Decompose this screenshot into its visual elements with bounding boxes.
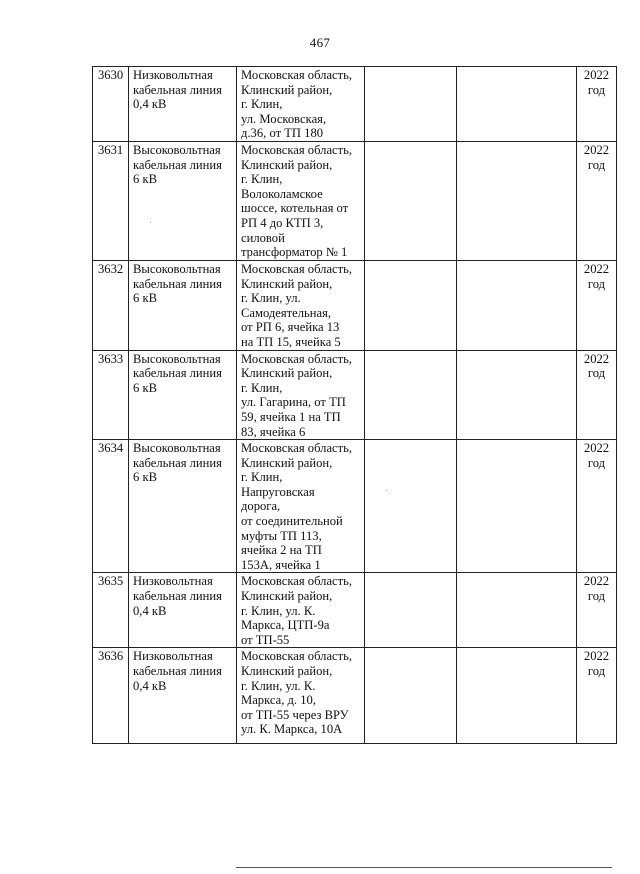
cell-empty [457,260,577,350]
cell-empty [365,440,457,573]
table-row [93,141,617,260]
cell-empty [457,67,577,142]
cell-number: 3631 [93,141,129,260]
cell-year: 2022 год [577,260,617,350]
scan-artifact-dot [150,222,151,223]
scan-artifact-dot [386,490,387,491]
cell-name: Высоковольтная кабельная линия 6 кВ [129,260,237,350]
cell-empty [365,648,457,744]
scan-artifact-line [236,867,612,868]
cell-address: Московская область, Клинский район, г. Клин, ул. К. Маркса, д. 10, от ТП-55 через ВРУ ул. К. Маркса, 10А [237,648,365,744]
cell-empty [365,141,457,260]
cell-empty [457,141,577,260]
cell-number: 3636 [93,648,129,744]
cell-name: Высоковольтная кабельная линия 6 кВ [129,440,237,573]
cell-year: 2022 год [577,67,617,142]
cell-address: Московская область, Клинский район, г. Клин, ул. Самодеятельная, от РП 6, ячейка 13 на ТП 15, ячейка 5 [237,260,365,350]
cell-number: 3632 [93,260,129,350]
cell-name: Низковольтная кабельная линия 0,4 кВ [129,573,237,648]
cell-name: Низковольтная кабельная линия 0,4 кВ [129,648,237,744]
cell-year: 2022 год [577,648,617,744]
registry-table-body [93,67,617,744]
cell-address: Московская область, Клинский район, г. Клин, Напруговская дорога, от соединительной муфты ТП 113, ячейка 2 на ТП 153А, ячейка 1 [237,440,365,573]
table-row [93,648,617,744]
cell-empty [457,440,577,573]
cell-empty [365,260,457,350]
cell-name: Высоковольтная кабельная линия 6 кВ [129,141,237,260]
cell-address: Московская область, Клинский район, г. Клин, ул. Московская, д.36, от ТП 180 [237,67,365,142]
table-row [93,573,617,648]
cell-address: Московская область, Клинский район, г. Клин, Волоколамское шоссе, котельная от РП 4 до КТП 3, силовой трансформатор № 1 [237,141,365,260]
cell-empty [365,67,457,142]
cell-address: Московская область, Клинский район, г. Клин, ул. К. Маркса, ЦТП-9а от ТП-55 [237,573,365,648]
cell-name: Низковольтная кабельная линия 0,4 кВ [129,67,237,142]
cell-year: 2022 год [577,573,617,648]
cell-empty [365,573,457,648]
cell-empty [457,350,577,440]
registry-table [92,66,617,744]
cell-empty [457,573,577,648]
table-row [93,440,617,573]
page-number: 467 [309,35,331,50]
cell-number: 3630 [93,67,129,142]
table-row [93,260,617,350]
cell-empty [365,350,457,440]
cell-name: Высоковольтная кабельная линия 6 кВ [129,350,237,440]
cell-number: 3633 [93,350,129,440]
cell-year: 2022 год [577,141,617,260]
table-row [93,350,617,440]
cell-year: 2022 год [577,350,617,440]
cell-year: 2022 год [577,440,617,573]
cell-address: Московская область, Клинский район, г. Клин, ул. Гагарина, от ТП 59, ячейка 1 на ТП 83, ячейка 6 [237,350,365,440]
cell-number: 3635 [93,573,129,648]
cell-number: 3634 [93,440,129,573]
cell-empty [457,648,577,744]
table-row [93,67,617,142]
